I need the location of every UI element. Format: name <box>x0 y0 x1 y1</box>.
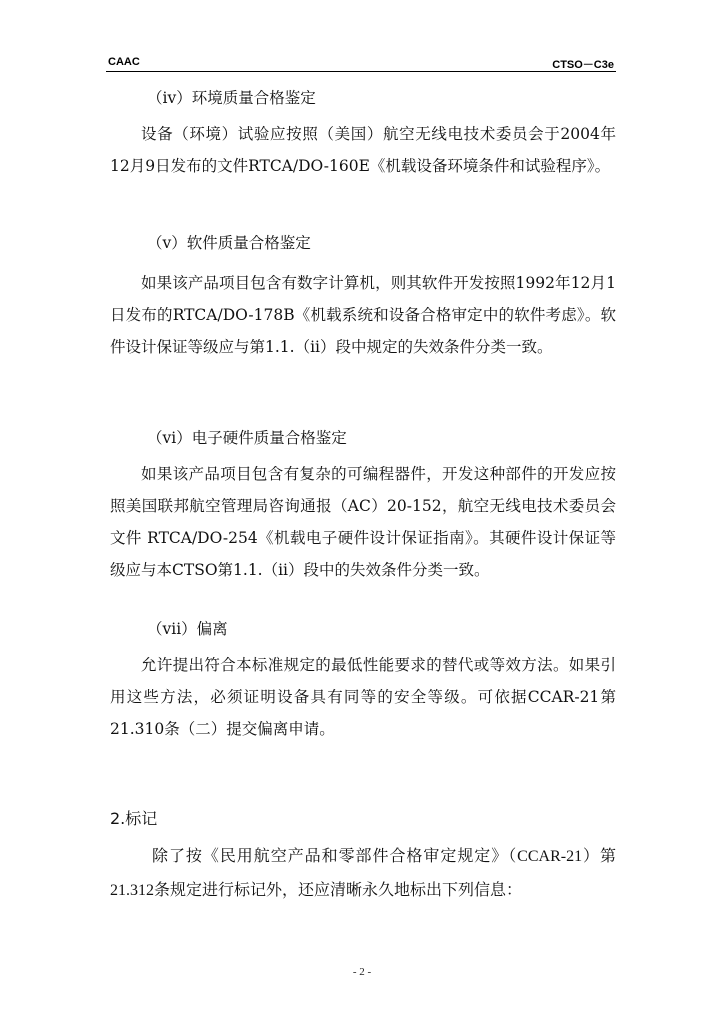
section-v-heading: （v）软件质量合格鉴定 <box>147 234 311 252</box>
section-vii-heading: （vii）偏离 <box>147 620 228 638</box>
section-vi-heading: （vi）电子硬件质量合格鉴定 <box>147 429 347 447</box>
header-rule <box>106 71 616 72</box>
section-v-body: 如果该产品项目包含有数字计算机，则其软件开发按照1992年12月1日发布的RTCA/DO-178B《机载系统和设备合格审定中的软件考虑》。软件设计保证等级应与第1.1.（ii）段中规定的失效条件分类一致。 <box>110 274 616 356</box>
page-number: - 2 - <box>352 966 372 978</box>
header-left: CAAC <box>108 56 140 68</box>
section-vii-body: 允许提出符合本标准规定的最低性能要求的替代或等效方法。如果引用这些方法，必须证明设备具有同等的安全等级。可依据CCAR-21第21.310条（二）提交偏离申请。 <box>110 656 616 738</box>
header-right: CTSO－C3e <box>552 59 614 71</box>
section-iv-heading: （iv）环境质量合格鉴定 <box>147 89 316 107</box>
section-iv-body: 设备（环境）试验应按照（美国）航空无线电技术委员会于2004年12月9日发布的文件RTCA/DO-160E《机载设备环境条件和试验程序》。 <box>110 125 616 175</box>
section-2-body: 除了按《民用航空产品和零部件合格审定规定》（CCAR-21）第21.312条规定进行标记外，还应清晰永久地标出下列信息： <box>110 848 616 899</box>
section-2-title: 2.标记 <box>110 809 158 828</box>
section-vi-body: 如果该产品项目包含有复杂的可编程器件，开发这种部件的开发应按照美国联邦航空管理局咨询通报（AC）20-152，航空无线电技术委员会文件 RTCA/DO-254《机载电子硬件设计保证指南》。其硬件设计保证等级应与本CTSO第1.1.（ii）段中的失效条件分类一致。 <box>110 465 616 579</box>
